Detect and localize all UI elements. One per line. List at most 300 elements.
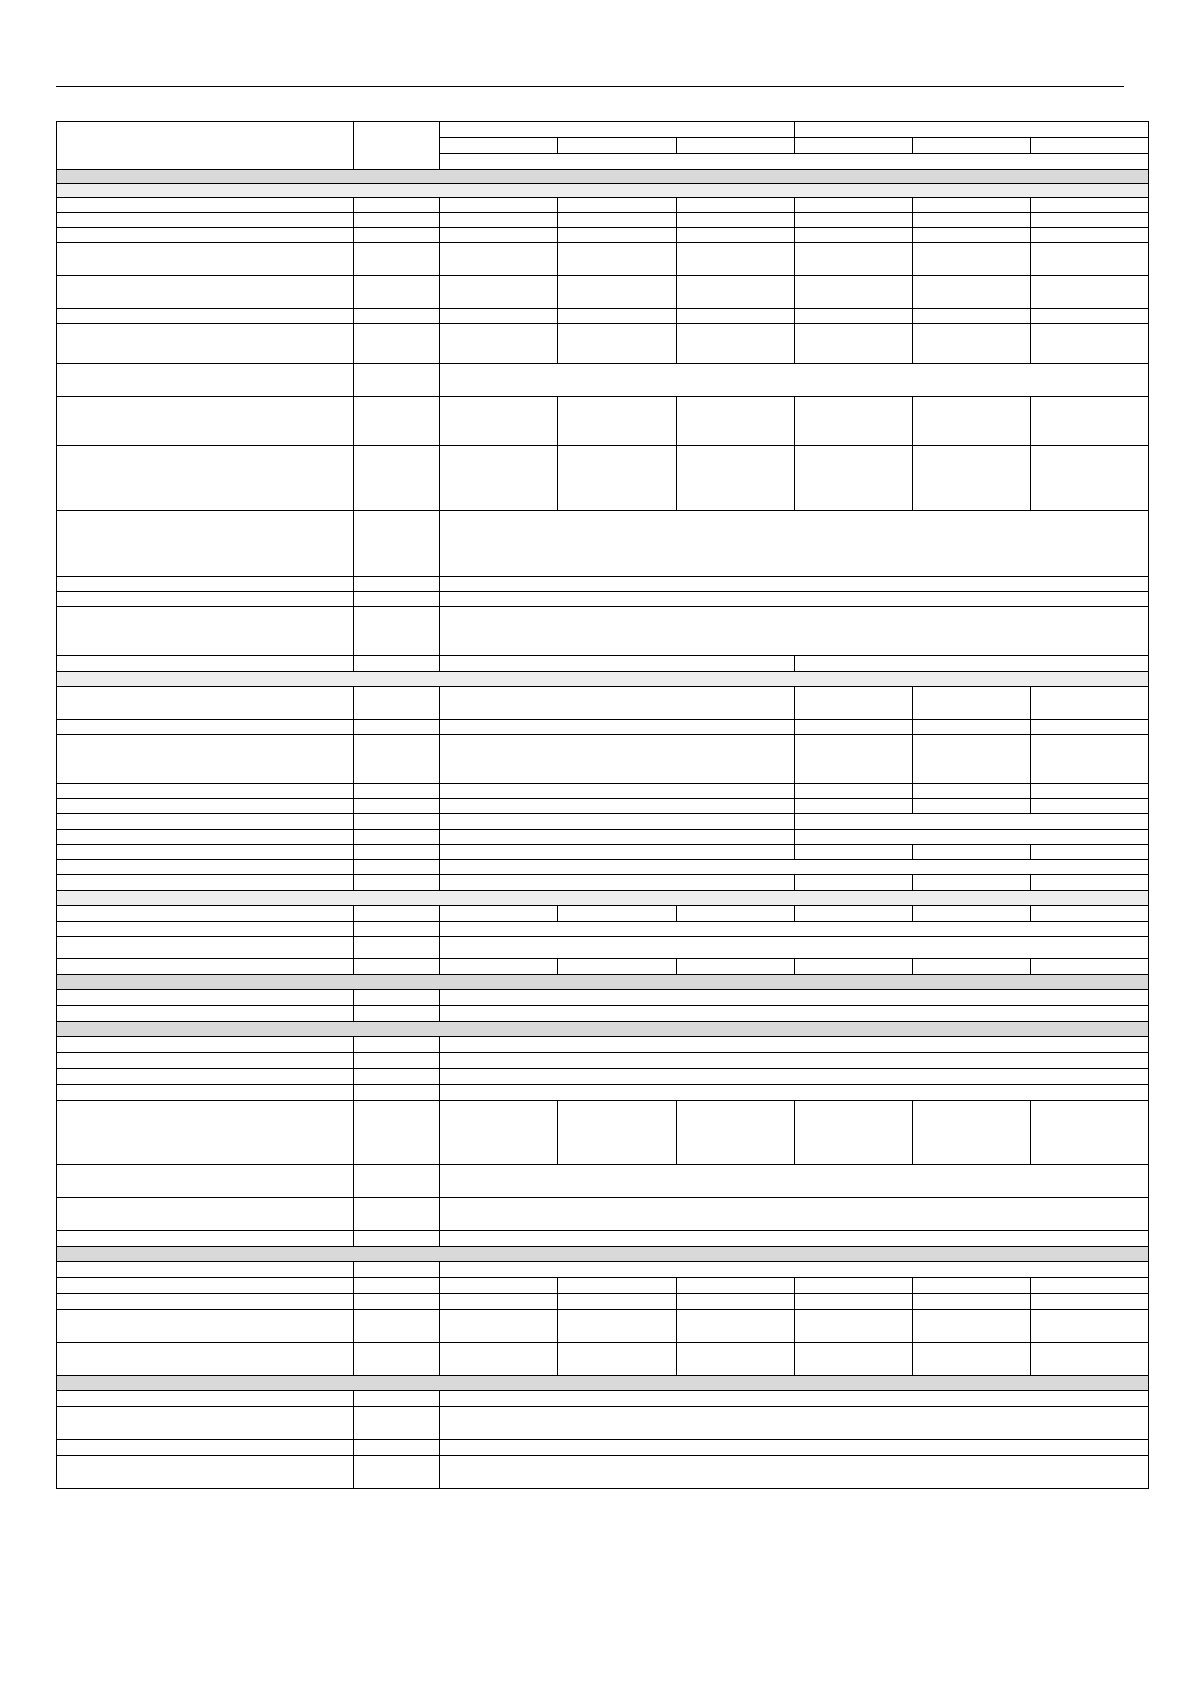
value-cell (1031, 799, 1149, 814)
row-unit-cell (354, 309, 440, 324)
value-cell (795, 324, 913, 364)
value-cell-merged (440, 1006, 1149, 1022)
value-cell (558, 1294, 677, 1310)
row-label-cell (57, 1407, 354, 1440)
table-row (57, 577, 1149, 592)
header-group-b (795, 122, 1149, 138)
value-cell-merged (440, 577, 1149, 592)
row-label-cell (57, 656, 354, 672)
value-cell (795, 1343, 913, 1376)
row-unit-cell (354, 511, 440, 577)
row-label-cell (57, 937, 354, 959)
value-cell (677, 1278, 795, 1294)
value-cell (795, 1278, 913, 1294)
row-label-cell (57, 1006, 354, 1022)
value-cell-merged (440, 1198, 1149, 1231)
value-cell (913, 687, 1031, 720)
value-cell (795, 784, 913, 799)
row-unit-cell (354, 906, 440, 922)
section-row (57, 1247, 1149, 1262)
table-row (57, 228, 1149, 243)
row-unit-cell (354, 607, 440, 656)
header-label-cell (57, 122, 354, 170)
table-row (57, 1085, 1149, 1101)
value-cell (913, 446, 1031, 511)
row-unit-cell (354, 1407, 440, 1440)
value-cell (1031, 446, 1149, 511)
row-label-cell (57, 577, 354, 592)
value-cell (677, 243, 795, 276)
value-cell (913, 243, 1031, 276)
row-label-cell (57, 1294, 354, 1310)
row-label-cell (57, 906, 354, 922)
row-label-cell (57, 1165, 354, 1198)
section-cell (57, 1376, 1149, 1391)
row-label-cell (57, 309, 354, 324)
value-cell (440, 1101, 558, 1165)
value-cell (1031, 243, 1149, 276)
value-cell-group-a (440, 875, 795, 891)
table-row (57, 1407, 1149, 1440)
value-cell (440, 906, 558, 922)
row-unit-cell (354, 1165, 440, 1198)
value-cell-merged (440, 592, 1149, 607)
value-cell (1031, 1294, 1149, 1310)
header-note-cell (440, 154, 1149, 170)
row-label-cell (57, 1085, 354, 1101)
value-cell (913, 1278, 1031, 1294)
value-cell-merged (440, 922, 1149, 937)
row-label-cell (57, 720, 354, 735)
value-cell (558, 198, 677, 213)
value-cell (1031, 198, 1149, 213)
subsection-cell (57, 672, 1149, 687)
value-cell (677, 1294, 795, 1310)
row-label-cell (57, 875, 354, 891)
value-cell (913, 397, 1031, 446)
row-label-cell (57, 1391, 354, 1407)
value-cell (440, 446, 558, 511)
row-unit-cell (354, 1456, 440, 1489)
table-row (57, 1294, 1149, 1310)
row-label-cell (57, 364, 354, 397)
value-cell (440, 309, 558, 324)
table-row (57, 922, 1149, 937)
value-cell (440, 198, 558, 213)
row-unit-cell (354, 577, 440, 592)
table-row (57, 1278, 1149, 1294)
table-row (57, 1069, 1149, 1085)
subsection-row (57, 672, 1149, 687)
row-unit-cell (354, 276, 440, 309)
value-cell (913, 1101, 1031, 1165)
value-cell (913, 228, 1031, 243)
value-cell-group-a (440, 784, 795, 799)
value-cell (1031, 784, 1149, 799)
row-unit-cell (354, 397, 440, 446)
header-group-a (440, 122, 795, 138)
row-label-cell (57, 860, 354, 875)
value-cell (795, 687, 913, 720)
table-row (57, 607, 1149, 656)
header-model-cell (795, 138, 913, 154)
row-label-cell (57, 1310, 354, 1343)
table-row (57, 990, 1149, 1006)
value-cell-merged (440, 1037, 1149, 1053)
row-unit-cell (354, 1294, 440, 1310)
spec-table (56, 121, 1149, 1489)
value-cell-group-a (440, 735, 795, 784)
row-unit-cell (354, 830, 440, 845)
subsection-cell (57, 184, 1149, 198)
value-cell (558, 906, 677, 922)
value-cell (1031, 959, 1149, 975)
section-cell (57, 1247, 1149, 1262)
row-label-cell (57, 446, 354, 511)
value-cell (1031, 276, 1149, 309)
value-cell (913, 875, 1031, 891)
value-cell (440, 228, 558, 243)
table-row (57, 1101, 1149, 1165)
table-row (57, 1037, 1149, 1053)
row-label-cell (57, 1343, 354, 1376)
row-unit-cell (354, 720, 440, 735)
value-cell (913, 1310, 1031, 1343)
value-cell (440, 324, 558, 364)
row-label-cell (57, 1456, 354, 1489)
value-cell (1031, 309, 1149, 324)
row-unit-cell (354, 324, 440, 364)
row-label-cell (57, 922, 354, 937)
value-cell (913, 799, 1031, 814)
value-cell (913, 213, 1031, 228)
value-cell-group-a (440, 687, 795, 720)
value-cell-merged (440, 1085, 1149, 1101)
value-cell (795, 720, 913, 735)
table-row (57, 511, 1149, 577)
header-model-cell (913, 138, 1031, 154)
value-cell-group-a (440, 720, 795, 735)
value-cell-group-b (795, 656, 1149, 672)
table-row (57, 937, 1149, 959)
table-row (57, 1262, 1149, 1278)
value-cell (1031, 1101, 1149, 1165)
value-cell (558, 959, 677, 975)
table-row (57, 875, 1149, 891)
value-cell (677, 446, 795, 511)
row-label-cell (57, 1231, 354, 1247)
row-unit-cell (354, 1278, 440, 1294)
value-cell (795, 228, 913, 243)
value-cell (913, 309, 1031, 324)
row-label-cell (57, 1053, 354, 1069)
section-cell (57, 975, 1149, 990)
row-label-cell (57, 1440, 354, 1456)
value-cell (795, 1101, 913, 1165)
table-row (57, 243, 1149, 276)
section-row (57, 170, 1149, 184)
row-unit-cell (354, 1440, 440, 1456)
subsection-row (57, 184, 1149, 198)
value-cell (677, 309, 795, 324)
header-row (57, 122, 1149, 138)
value-cell-merged (440, 1407, 1149, 1440)
table-row (57, 1165, 1149, 1198)
row-label-cell (57, 592, 354, 607)
row-label-cell (57, 784, 354, 799)
table-row (57, 830, 1149, 845)
value-cell (677, 1101, 795, 1165)
value-cell (558, 276, 677, 309)
header-model-cell (440, 138, 558, 154)
value-cell (440, 1310, 558, 1343)
value-cell (1031, 720, 1149, 735)
value-cell (1031, 1343, 1149, 1376)
table-row (57, 397, 1149, 446)
row-unit-cell (354, 860, 440, 875)
value-cell (795, 276, 913, 309)
row-unit-cell (354, 922, 440, 937)
row-label-cell (57, 1278, 354, 1294)
table-row (57, 198, 1149, 213)
table-row (57, 1310, 1149, 1343)
row-label-cell (57, 1262, 354, 1278)
value-cell (913, 720, 1031, 735)
row-label-cell (57, 228, 354, 243)
value-cell (677, 228, 795, 243)
header-unit-cell (354, 122, 440, 170)
row-unit-cell (354, 784, 440, 799)
value-cell (795, 959, 913, 975)
table-row (57, 799, 1149, 814)
value-cell-merged (440, 364, 1149, 397)
table-row (57, 1456, 1149, 1489)
value-cell (795, 397, 913, 446)
table-row (57, 446, 1149, 511)
value-cell (1031, 845, 1149, 860)
value-cell (913, 735, 1031, 784)
row-label-cell (57, 814, 354, 830)
value-cell (795, 1294, 913, 1310)
value-cell-merged (440, 1440, 1149, 1456)
value-cell (440, 1343, 558, 1376)
table-row (57, 1006, 1149, 1022)
table-row (57, 784, 1149, 799)
value-cell (1031, 397, 1149, 446)
value-cell (913, 198, 1031, 213)
value-cell (795, 309, 913, 324)
table-row (57, 1343, 1149, 1376)
value-cell (440, 276, 558, 309)
table-row (57, 687, 1149, 720)
value-cell (1031, 875, 1149, 891)
value-cell (1031, 324, 1149, 364)
value-cell (558, 309, 677, 324)
row-unit-cell (354, 1310, 440, 1343)
value-cell (677, 1343, 795, 1376)
value-cell (795, 735, 913, 784)
row-unit-cell (354, 799, 440, 814)
value-cell-group-a (440, 845, 795, 860)
row-label-cell (57, 243, 354, 276)
value-cell (558, 1310, 677, 1343)
table-row (57, 959, 1149, 975)
row-label-cell (57, 959, 354, 975)
row-label-cell (57, 276, 354, 309)
value-cell-merged (440, 860, 1149, 875)
value-cell (1031, 1278, 1149, 1294)
row-unit-cell (354, 990, 440, 1006)
table-row (57, 1198, 1149, 1231)
header-model-cell (1031, 138, 1149, 154)
row-unit-cell (354, 814, 440, 830)
value-cell (677, 397, 795, 446)
table-row (57, 1231, 1149, 1247)
row-label-cell (57, 687, 354, 720)
value-cell (677, 1310, 795, 1343)
row-unit-cell (354, 213, 440, 228)
section-cell (57, 170, 1149, 184)
row-unit-cell (354, 592, 440, 607)
value-cell (558, 1278, 677, 1294)
row-label-cell (57, 198, 354, 213)
row-unit-cell (354, 243, 440, 276)
table-row (57, 814, 1149, 830)
row-unit-cell (354, 1037, 440, 1053)
value-cell-merged (440, 607, 1149, 656)
row-unit-cell (354, 1069, 440, 1085)
row-unit-cell (354, 1198, 440, 1231)
row-label-cell (57, 213, 354, 228)
table-row (57, 1053, 1149, 1069)
value-cell (440, 213, 558, 228)
value-cell (677, 959, 795, 975)
value-cell (558, 397, 677, 446)
value-cell (558, 1343, 677, 1376)
value-cell (558, 243, 677, 276)
value-cell (677, 198, 795, 213)
row-unit-cell (354, 875, 440, 891)
section-row (57, 1022, 1149, 1037)
value-cell (795, 446, 913, 511)
value-cell (795, 243, 913, 276)
value-cell (440, 959, 558, 975)
section-row (57, 1376, 1149, 1391)
row-unit-cell (354, 1262, 440, 1278)
value-cell (440, 1294, 558, 1310)
row-label-cell (57, 845, 354, 860)
value-cell (677, 213, 795, 228)
row-unit-cell (354, 1053, 440, 1069)
row-unit-cell (354, 656, 440, 672)
value-cell-group-b (795, 830, 1149, 845)
table-row (57, 845, 1149, 860)
table-row (57, 276, 1149, 309)
table-row (57, 213, 1149, 228)
value-cell (677, 906, 795, 922)
row-unit-cell (354, 687, 440, 720)
row-label-cell (57, 1069, 354, 1085)
value-cell (1031, 1310, 1149, 1343)
section-row (57, 975, 1149, 990)
value-cell (913, 959, 1031, 975)
row-unit-cell (354, 1391, 440, 1407)
row-unit-cell (354, 735, 440, 784)
value-cell (913, 276, 1031, 309)
value-cell (795, 1310, 913, 1343)
row-label-cell (57, 397, 354, 446)
value-cell (677, 276, 795, 309)
table-row (57, 592, 1149, 607)
value-cell-merged (440, 1053, 1149, 1069)
value-cell (913, 784, 1031, 799)
value-cell (558, 228, 677, 243)
table-row (57, 1440, 1149, 1456)
value-cell-merged (440, 1262, 1149, 1278)
value-cell-group-a (440, 656, 795, 672)
value-cell (1031, 213, 1149, 228)
row-unit-cell (354, 364, 440, 397)
row-label-cell (57, 830, 354, 845)
value-cell (913, 324, 1031, 364)
header-model-cell (677, 138, 795, 154)
row-unit-cell (354, 937, 440, 959)
row-unit-cell (354, 845, 440, 860)
row-label-cell (57, 799, 354, 814)
value-cell (440, 1278, 558, 1294)
table-row (57, 324, 1149, 364)
row-label-cell (57, 607, 354, 656)
value-cell (558, 446, 677, 511)
value-cell (795, 906, 913, 922)
value-cell (913, 1343, 1031, 1376)
row-unit-cell (354, 959, 440, 975)
value-cell (1031, 906, 1149, 922)
row-label-cell (57, 1198, 354, 1231)
row-label-cell (57, 990, 354, 1006)
row-label-cell (57, 1101, 354, 1165)
value-cell-merged (440, 1231, 1149, 1247)
value-cell (913, 845, 1031, 860)
row-unit-cell (354, 1006, 440, 1022)
value-cell-group-b (795, 814, 1149, 830)
table-row (57, 1391, 1149, 1407)
value-cell-merged (440, 937, 1149, 959)
value-cell (1031, 687, 1149, 720)
subsection-row (57, 891, 1149, 906)
row-unit-cell (354, 1231, 440, 1247)
value-cell-merged (440, 1391, 1149, 1407)
value-cell (795, 213, 913, 228)
table-row (57, 720, 1149, 735)
table-row (57, 860, 1149, 875)
value-cell-group-a (440, 830, 795, 845)
value-cell-group-a (440, 814, 795, 830)
value-cell (677, 324, 795, 364)
value-cell-group-a (440, 799, 795, 814)
value-cell (440, 397, 558, 446)
row-label-cell (57, 735, 354, 784)
row-unit-cell (354, 1343, 440, 1376)
section-cell (57, 1022, 1149, 1037)
table-row (57, 735, 1149, 784)
value-cell (558, 324, 677, 364)
row-unit-cell (354, 198, 440, 213)
value-cell (795, 845, 913, 860)
value-cell (795, 198, 913, 213)
value-cell (913, 1294, 1031, 1310)
row-unit-cell (354, 1085, 440, 1101)
